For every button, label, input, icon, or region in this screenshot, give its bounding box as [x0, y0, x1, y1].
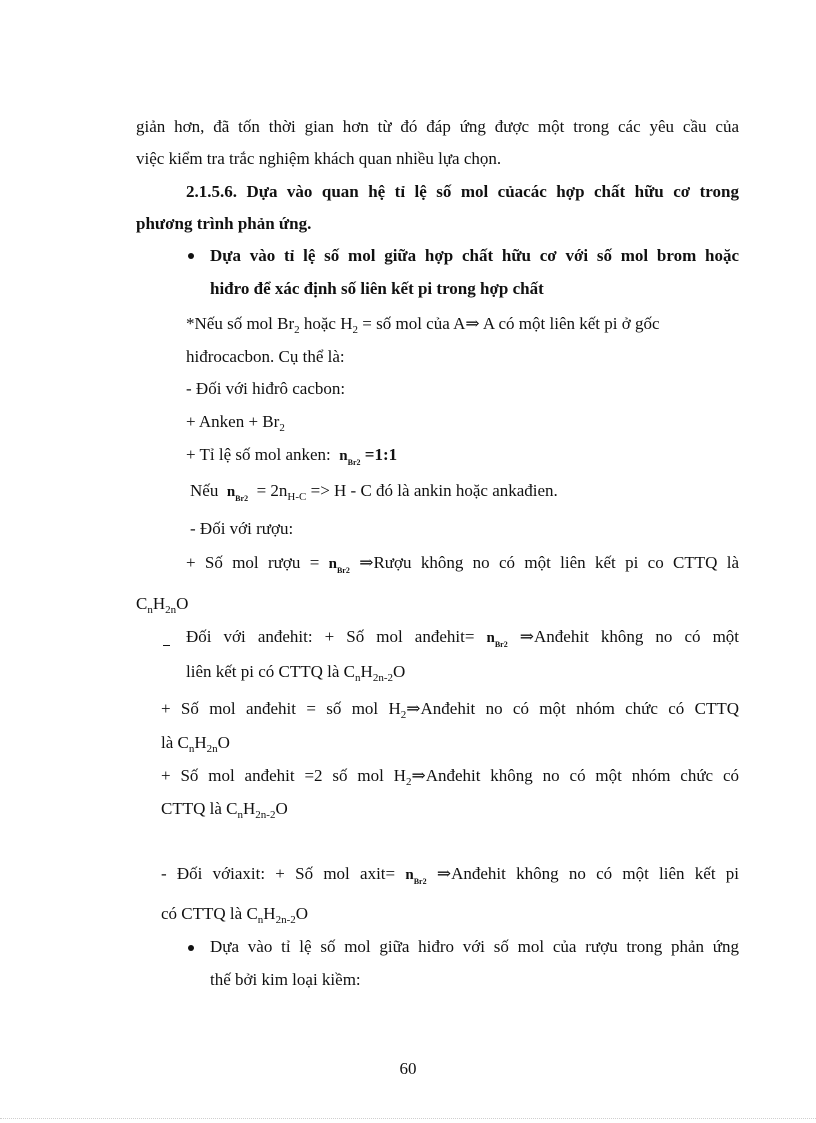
aldehyde-line4: là $C_nH_{2n}O$ — [161, 733, 230, 755]
bullet-heading-line2: hiđro để xác định số liên kết pi trong hợp chất — [210, 279, 544, 298]
section-heading-line2: phương trình phản ứng. — [136, 214, 312, 233]
implies-arrow: ⇒ — [465, 314, 480, 333]
aldehyde-line3: + Số mol anđehit = số mol $H_2\Rightarrow Anđehit$ no có một nhóm chức có CTTQ — [161, 699, 740, 721]
body-line: việc kiểm tra trắc nghiệm khách quan nhiều lựa chọn. — [136, 149, 502, 168]
neu-line: Nếu $n_{Br2} = 2n_{H-C} => H - C$ đó là ankin hoặc ankađien. — [190, 481, 558, 503]
alcohol-formula: $C_nH_{2n}O$ — [136, 594, 189, 616]
rule-line: *Nếu số mol $Br_2$ hoặc $H_2$ = số mol của A⇒ A có một liên kết pi ở gốc — [186, 314, 660, 336]
hydrocarbon-title: - Đối với hiđrô cacbon: — [186, 379, 346, 398]
bullet-heading: Dựa vào tỉ lệ số mol giữa hợp chất hữu cơ với số mol brom hoặc — [210, 246, 739, 265]
bullet-line: Dựa vào tỉ lệ số mol giữa hiđro với số mol của rượu trong phản ứng — [210, 937, 739, 956]
acid-line: - Đối vớiaxit: + Số mol axit= $n_{Br2}$ ⇒Anđehit không no có một liên kết pi — [161, 864, 740, 886]
dash-marker — [163, 645, 170, 646]
bullet-line2: thế bởi kim loại kiềm: — [210, 970, 361, 989]
bullet-icon — [188, 253, 194, 259]
aldehyde-line: Đối với anđehit: + Số mol anđehit= $n_{Br2}$ ⇒Anđehit không no có một — [186, 627, 740, 649]
aldehyde-line6: CTTQ là $C_nH_{2n-2}O$ — [161, 799, 288, 821]
aldehyde-line2: liên kết pi có CTTQ là $C_nH_{2n-2}O$ — [186, 662, 406, 684]
body-line: giản hơn, đã tốn thời gian hơn từ đó đáp ứng được một trong các yêu cầu của — [136, 117, 739, 136]
page-number: 60 — [399, 1059, 417, 1078]
page-bottom-divider — [0, 1118, 816, 1119]
acid-line2: có CTTQ là $C_nH_{2n-2}O$ — [161, 904, 309, 926]
ratio-line: + Tỉ lệ số mol anken: $n_{Br2}$ =1:1 — [186, 445, 398, 467]
rule-line2: hiđrocacbon. Cụ thể là: — [186, 347, 345, 366]
aldehyde-line5: + Số mol anđehit =2 số mol $H_2\Rightarrow Anđehit$ không no có một nhóm chức có — [161, 766, 739, 788]
bullet-icon — [188, 945, 194, 951]
section-heading: 2.1.5.6. Dựa vào quan hệ tỉ lệ số mol củacác hợp chất hữu cơ trong — [186, 182, 739, 201]
alcohol-title: - Đối với rượu: — [190, 519, 294, 538]
anken-line: + Anken + $Br_2$ — [186, 412, 285, 434]
alcohol-line: + Số mol rượu = $n_{Br2}$ ⇒Rượu không no có một liên kết pi co CTTQ là — [186, 553, 740, 575]
